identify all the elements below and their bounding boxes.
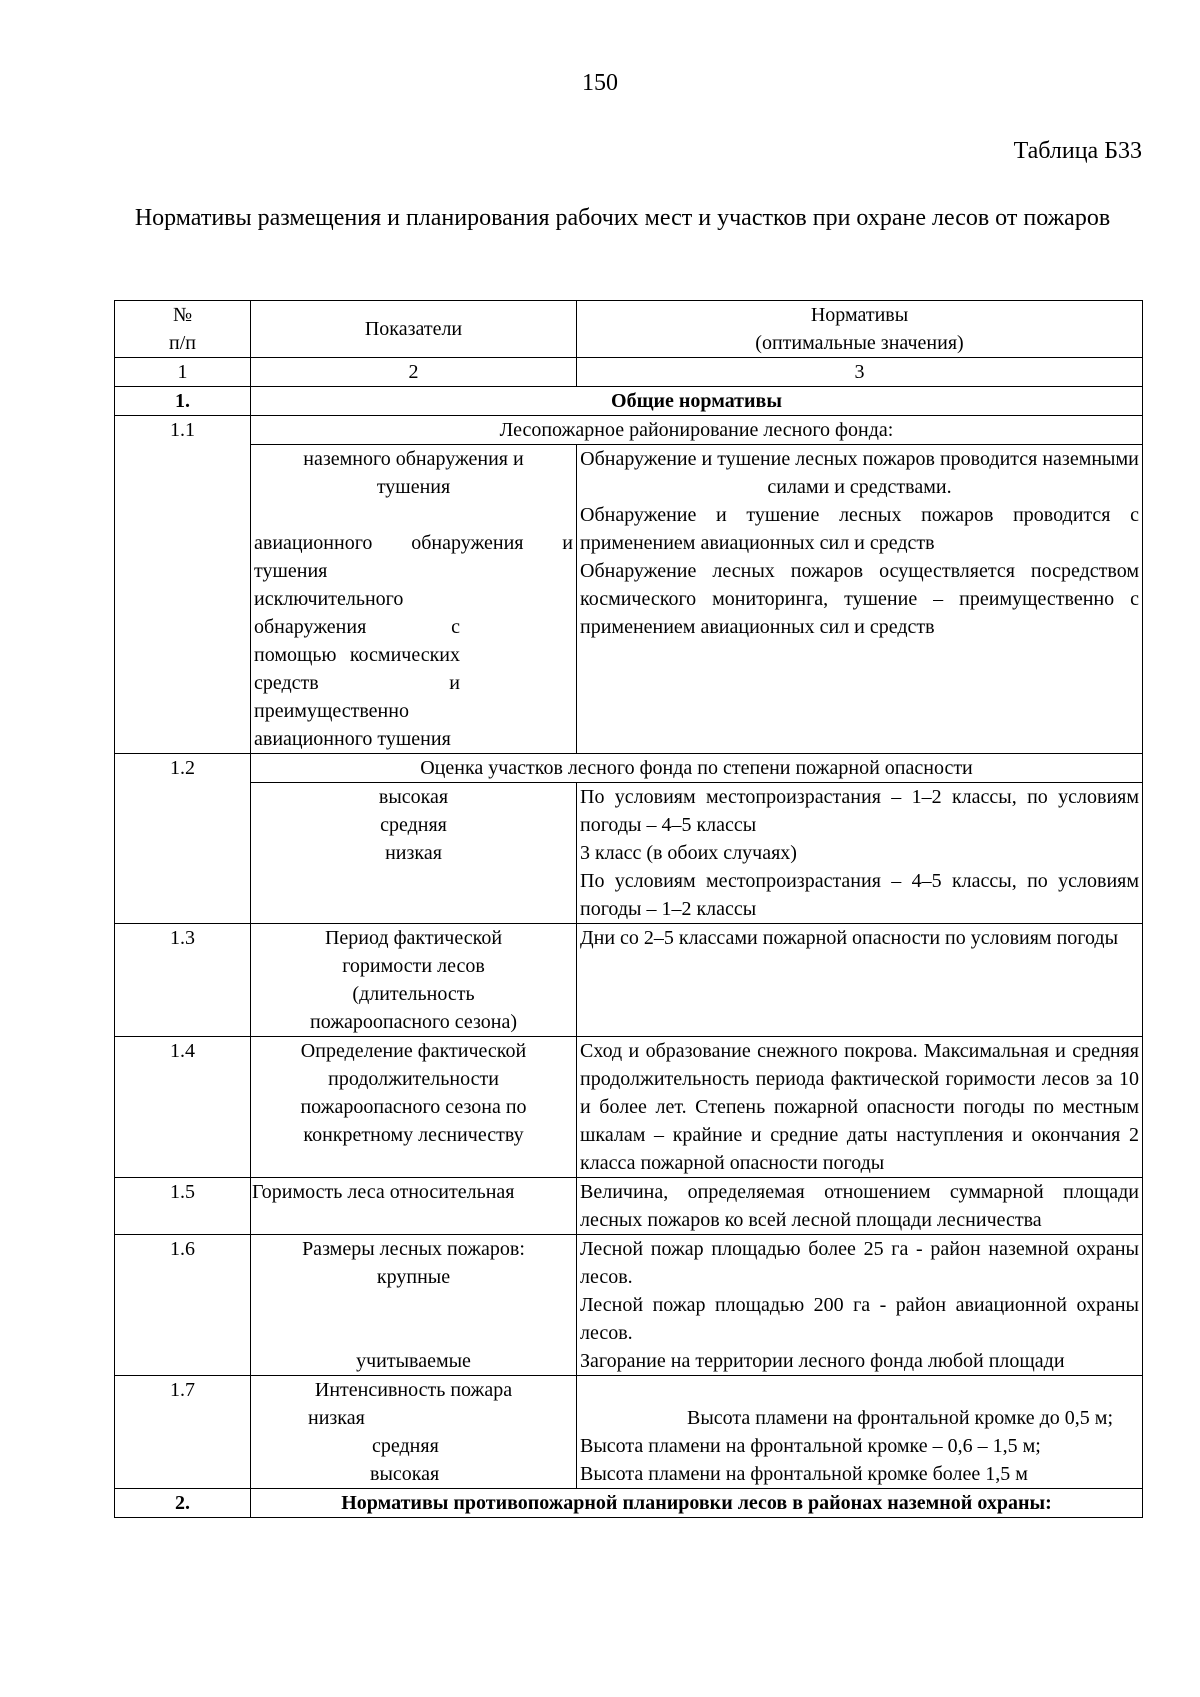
indicator-cell: [251, 445, 577, 754]
indicator-text: Горимость леса относительная: [251, 1178, 577, 1235]
indicator-text: крупные: [376, 1266, 451, 1288]
indicator-text: высокая: [370, 1463, 440, 1485]
section-title: Общие нормативы: [251, 387, 1143, 416]
norm-text: Лесной пожар площадью 200 га - район авиационной охраны лесов.: [580, 1294, 1139, 1344]
row-number: 1.5: [115, 1178, 251, 1235]
section-number: 1.: [115, 387, 251, 416]
header-indicators: Показатели: [251, 301, 577, 358]
norm-text: Загорание на территории лесного фонда любой площади: [580, 1350, 1065, 1372]
row-number: 1.2: [115, 754, 251, 924]
row-number: 1.7: [115, 1376, 251, 1489]
table-row: [115, 416, 1143, 445]
indicator-text: низкая: [308, 1407, 365, 1429]
header-number: № п/п: [115, 301, 251, 358]
header-norms: Нормативы (оптимальные значения): [577, 301, 1143, 358]
norm-text: Высота пламени на фронтальной кромке более 1,5 м: [580, 1463, 1028, 1485]
table-row: [115, 445, 1143, 754]
indicator-cell: [251, 1235, 577, 1376]
indicator-text: наземного обнаружения и тушения: [303, 448, 524, 498]
norm-text: Лесной пожар площадью более 25 га - район наземной охраны лесов.: [580, 1238, 1139, 1288]
row-number: 1.4: [115, 1037, 251, 1178]
section-row: [115, 1489, 1143, 1518]
indicator-text: средняя: [380, 814, 447, 836]
norm-text: Обнаружение и тушение лесных пожаров проводится наземными силами и средствами.: [580, 448, 1139, 498]
indicator-text: Интенсивность пожара: [314, 1379, 513, 1401]
norms-table: [114, 300, 1143, 1518]
indicator-text: Определение фактической продолжительности пожароопасного сезона по конкретному лесничеству: [251, 1037, 577, 1178]
column-numbers-row: [115, 358, 1143, 387]
table-row: [115, 924, 1143, 1037]
table-header-row: [115, 301, 1143, 358]
section-title: Нормативы противопожарной планировки лесов в районах наземной охраны:: [251, 1489, 1143, 1518]
page-number: 150: [582, 70, 618, 96]
row-number: 1.3: [115, 924, 251, 1037]
table-label: Таблица Б33: [1013, 138, 1142, 164]
indicator-text: Размеры лесных пожаров:: [302, 1238, 525, 1260]
indicator-text: Период фактической горимости лесов (длительность пожароопасного сезона): [251, 924, 577, 1037]
column-number: 3: [577, 358, 1143, 387]
section-number: 2.: [115, 1489, 251, 1518]
table-row: [115, 783, 1143, 924]
indicator-text: исключительного обнаружения с помощью космических средств и преимущественно авиационного тушения: [254, 588, 460, 750]
norm-text: Высота пламени на фронтальной кромке до 0,5 м;: [686, 1407, 1113, 1429]
indicator-text: высокая: [378, 786, 449, 808]
indicator-text: учитываемые: [356, 1350, 471, 1372]
norm-text: 3 класс (в обоих случаях): [580, 842, 797, 864]
row-number: 1.1: [115, 416, 251, 754]
table-row: [115, 1178, 1143, 1235]
indicator-cell: [251, 783, 577, 924]
norm-text: Дни со 2–5 классами пожарной опасности по условиям погоды: [577, 924, 1143, 1037]
section-row: [115, 387, 1143, 416]
row-title: Оценка участков лесного фонда по степени пожарной опасности: [251, 754, 1143, 783]
table-row: [115, 754, 1143, 783]
column-number: 2: [251, 358, 577, 387]
norm-text: По условиям местопроизрастания – 4–5 классы, по условиям погоды – 1–2 классы: [580, 870, 1139, 920]
indicator-text: авиационного обнаружения и тушения: [254, 532, 573, 582]
row-number: 1.6: [115, 1235, 251, 1376]
table-row: [115, 1376, 1143, 1489]
norm-cell: [577, 783, 1143, 924]
norm-text: Обнаружение и тушение лесных пожаров проводится с применением авиационных сил и средств: [580, 504, 1139, 554]
norm-text: Обнаружение лесных пожаров осуществляется посредством космического мониторинга, тушение – преимущественно с применением авиационных сил и средств: [580, 560, 1139, 638]
norm-text: По условиям местопроизрастания – 1–2 классы, по условиям погоды – 4–5 классы: [580, 786, 1139, 836]
indicator-cell: [251, 1376, 577, 1489]
table-row: [115, 1037, 1143, 1178]
document-title: Нормативы размещения и планирования рабочих мест и участков при охране лесов от пожаров: [134, 205, 1111, 231]
table-row: [115, 1235, 1143, 1376]
indicator-text: средняя: [372, 1435, 439, 1457]
norm-text: Величина, определяемая отношением суммарной площади лесных пожаров ко всей лесной площади лесничества: [577, 1178, 1143, 1235]
column-number: 1: [115, 358, 251, 387]
norm-cell: [577, 1376, 1143, 1489]
norm-text: Сход и образование снежного покрова. Максимальная и средняя продолжительность периода фактической горимости лесов за 10 и более лет. Степень пожарной опасности погоды по местным шкалам – крайние и средние даты наступления и окончания 2 класса пожарной опасности погоды: [577, 1037, 1143, 1178]
norm-cell: [577, 445, 1143, 754]
norm-text: Высота пламени на фронтальной кромке – 0,6 – 1,5 м;: [580, 1435, 1041, 1457]
row-title: Лесопожарное районирование лесного фонда:: [251, 416, 1143, 445]
indicator-text: низкая: [385, 842, 442, 864]
norm-cell: [577, 1235, 1143, 1376]
